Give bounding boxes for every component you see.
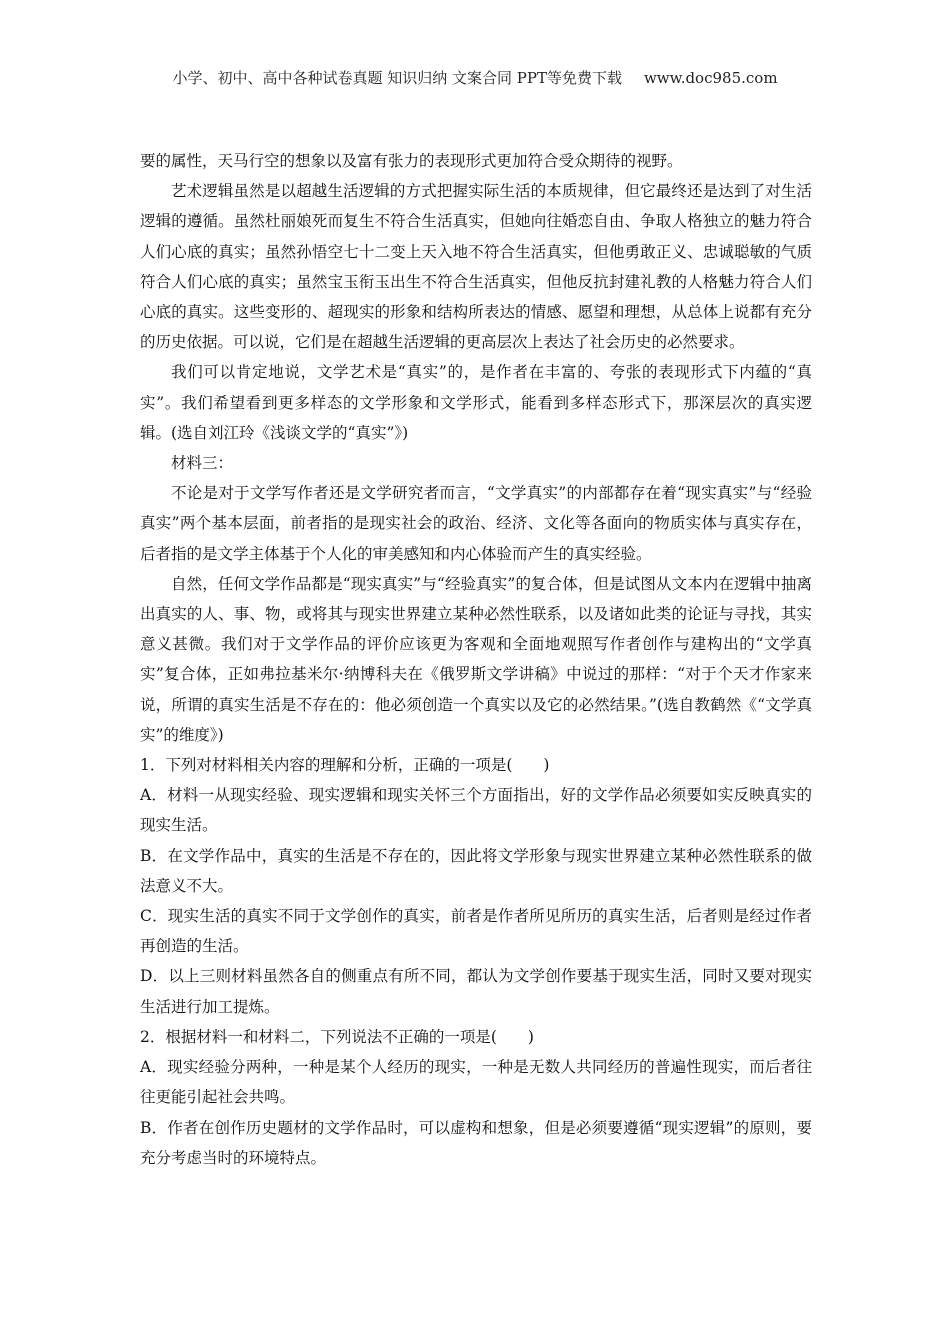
passage-paragraph: 我们可以肯定地说，文学艺术是“真实”的，是作者在丰富的、夸张的表现形式下内蕴的“真实”。我们希望看到更多样态的文学形象和文学形式，能看到多样态形式下，那深层次的真实逻辑。(选自刘江玲《浅谈文学的“真实”》) <box>140 363 812 442</box>
question-option: C．现实生活的真实不同于文学创作的真实，前者是作者所见所历的真实生活，后者则是经过作者再创造的生活。 <box>140 907 812 956</box>
header-text: 小学、初中、高中各种试卷真题 知识归纳 文案合同 PPT等免费下载 <box>172 69 622 87</box>
header-site: www.doc985.com <box>643 69 778 87</box>
question-option: A．材料一从现实经验、现实逻辑和现实关怀三个方面指出，好的文学作品必须要如实反映真实的现实生活。 <box>140 786 812 835</box>
question-option: B．在文学作品中，真实的生活是不存在的，因此将文学形象与现实世界建立某种必然性联系的做法意义不大。 <box>140 846 812 895</box>
question-stem: 1．下列对材料相关内容的理解和分析，正确的一项是( ) <box>140 756 550 775</box>
material-heading: 材料三： <box>171 454 234 473</box>
passage-paragraph: 自然，任何文学作品都是“现实真实”与“经验真实”的复合体，但是试图从文本内在逻辑中抽离出真实的人、事、物，或将其与现实世界建立某种必然性联系，以及诸如此类的论证与寻找，其实意义甚微。我们对于文学作品的评价应该更为客观和全面地观照写作者创作与建构出的“文学真实”复合体，正如弗拉基米尔·纳博科夫在《俄罗斯文学讲稿》中说过的那样：“对于个天才作家来说，所谓的真实生活是不存在的：他必须创造一个真实以及它的必然结果。”(选自教鹤然《“文学真实”的维度》) <box>140 574 812 744</box>
page-header <box>0 67 950 89</box>
passage-paragraph: 要的属性，天马行空的想象以及富有张力的表现形式更加符合受众期待的视野。 <box>140 152 683 170</box>
document-body <box>140 146 812 1173</box>
question-option: B．作者在创作历史题材的文学作品时，可以虚构和想象，但是必须要遵循“现实逻辑”的原则，要充分考虑当时的环境特点。 <box>140 1118 812 1167</box>
question-stem: 2．根据材料一和材料二，下列说法不正确的一项是( ) <box>140 1027 534 1046</box>
question-option: D．以上三则材料虽然各自的侧重点有所不同，都认为文学创作要基于现实生活，同时又要对现实生活进行加工提炼。 <box>140 967 812 1016</box>
passage-paragraph: 艺术逻辑虽然是以超越生活逻辑的方式把握实际生活的本质规律，但它最终还是达到了对生活逻辑的遵循。虽然杜丽娘死而复生不符合生活真实，但她向往婚恋自由、争取人格独立的魅力符合人们心底的真实；虽然孙悟空七十二变上天入地不符合生活真实，但他勇敢正义、忠诚聪敏的气质符合人们心底的真实；虽然宝玉衔玉出生不符合生活真实，但他反抗封建礼教的人格魅力符合人们心底的真实。这些变形的、超现实的形象和结构所表达的情感、愿望和理想，从总体上说都有充分的历史依据。可以说，它们是在超越生活逻辑的更高层次上表达了社会历史的必然要求。 <box>140 182 812 352</box>
question-option: A．现实经验分两种，一种是某个人经历的现实，一种是无数人共同经历的普遍性现实，而后者往往更能引起社会共鸣。 <box>140 1058 812 1107</box>
passage-paragraph: 不论是对于文学写作者还是文学研究者而言，“文学真实”的内部都存在着“现实真实”与“经验真实”两个基本层面，前者指的是现实社会的政治、经济、文化等各面向的物质实体与真实存在，后者指的是文学主体基于个人化的审美感知和内心体验而产生的真实经验。 <box>140 484 812 563</box>
